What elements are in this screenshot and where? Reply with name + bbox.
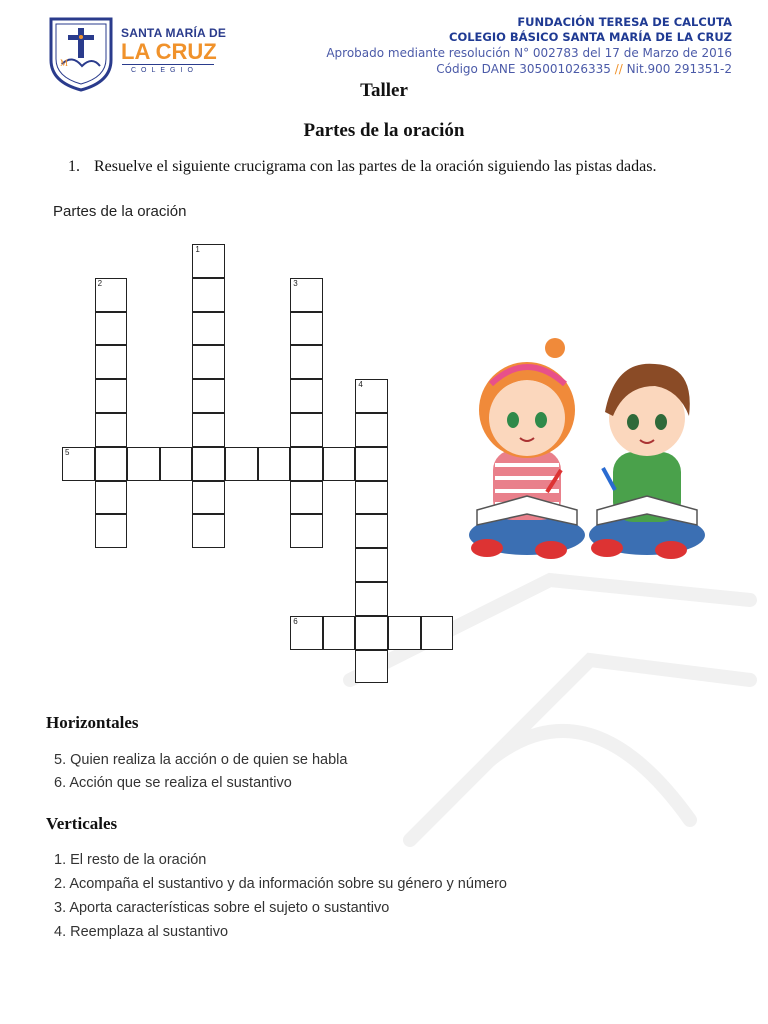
page-title: Taller	[360, 80, 408, 101]
instruction	[68, 158, 656, 176]
crossword-clue-number: 4	[358, 380, 363, 390]
header-school-name: COLEGIO BÁSICO SANTA MARÍA DE LA CRUZ	[449, 30, 732, 44]
horizontal-clue-5: 5. Quien realiza la acción o de quien se habla	[54, 752, 348, 768]
header-nit: Nit.900 291351-2	[626, 62, 732, 76]
logo-line-3: COLEGIO	[131, 67, 198, 74]
crossword-cell[interactable]	[95, 278, 128, 312]
crossword-cell[interactable]	[95, 345, 128, 379]
school-header	[326, 15, 732, 77]
crossword-cell[interactable]	[225, 447, 258, 481]
vertical-clue-4: 4. Reemplaza al sustantivo	[54, 924, 229, 940]
crossword-clue-number: 1	[195, 245, 200, 254]
girl-figure	[469, 338, 585, 559]
crossword-cell[interactable]	[192, 244, 225, 278]
vertical-clue-2: 2. Acompaña el sustantivo y da información sobre su género y número	[54, 876, 507, 892]
crossword-cell[interactable]	[95, 312, 128, 346]
logo-line-2: LA CRUZ	[121, 39, 217, 64]
crossword-cell[interactable]	[192, 278, 225, 312]
vertical-clue-3: 3. Aporta características sobre el sujeto o sustantivo	[54, 900, 390, 916]
header-codes	[326, 61, 732, 77]
crossword-cell[interactable]	[127, 447, 160, 481]
vertical-clues-title: Verticales	[46, 814, 118, 833]
header-separator: //	[614, 62, 623, 76]
crossword-cell[interactable]	[290, 312, 323, 346]
crossword-clue-number: 3	[293, 278, 298, 288]
instruction-number: 1.	[68, 158, 80, 175]
crossword-cell[interactable]	[323, 447, 356, 481]
header-foundation: FUNDACIÓN TERESA DE CALCUTA	[517, 15, 732, 29]
crossword-cell[interactable]	[192, 413, 225, 447]
crossword-cell[interactable]	[355, 514, 388, 548]
crossword-cell[interactable]	[290, 447, 323, 481]
children-reading-illustration	[465, 320, 715, 580]
crossword-cell[interactable]	[355, 413, 388, 447]
crossword-cell[interactable]	[192, 514, 225, 548]
crossword-cell[interactable]	[95, 379, 128, 413]
crossword-cell[interactable]	[355, 379, 388, 413]
crossword-cell[interactable]	[192, 379, 225, 413]
crossword-cell[interactable]	[95, 447, 128, 481]
crossword-clue-number: 5	[65, 447, 70, 457]
crossword-cell[interactable]	[290, 514, 323, 548]
crossword-cell[interactable]	[95, 514, 128, 548]
crossword-cell[interactable]	[290, 278, 323, 312]
logo-divider	[122, 64, 214, 65]
crossword-cell[interactable]	[258, 447, 291, 481]
horizontal-clues-title: Horizontales	[46, 713, 139, 732]
vertical-clue-1: 1. El resto de la oración	[54, 852, 207, 868]
crossword-cell[interactable]	[290, 413, 323, 447]
header-resolution: Aprobado mediante resolución N° 002783 del 17 de Marzo de 2016	[326, 46, 732, 60]
crossword-cell[interactable]	[160, 447, 193, 481]
crossword-cell[interactable]	[355, 447, 388, 481]
crossword-cell[interactable]	[192, 481, 225, 515]
svg-text:M: M	[60, 58, 69, 68]
instruction-text: Resuelve el siguiente crucigrama con las partes de la oración siguiendo las pistas dadas.	[94, 158, 657, 175]
crossword-cell[interactable]	[192, 312, 225, 346]
header-dane: Código DANE 305001026335	[436, 62, 611, 76]
school-logo-text	[121, 26, 226, 74]
crossword-cell[interactable]	[290, 345, 323, 379]
logo-line-1: SANTA MARÍA DE	[121, 26, 227, 40]
crossword-title: Partes de la oración	[53, 203, 187, 220]
crossword-clue-number: 6	[293, 616, 298, 626]
crossword-cell[interactable]	[290, 481, 323, 515]
crossword-cell[interactable]	[355, 481, 388, 515]
crossword-cell[interactable]	[192, 345, 225, 379]
horizontal-clue-6: 6. Acción que se realiza el sustantivo	[54, 775, 292, 791]
page-subtitle: Partes de la oración	[303, 120, 465, 141]
watermark-graphic	[290, 560, 760, 860]
crossword-cell[interactable]	[62, 447, 95, 481]
boy-figure	[589, 364, 705, 559]
crossword-cell[interactable]	[95, 481, 128, 515]
crossword-cell[interactable]	[290, 379, 323, 413]
crossword-clue-number: 2	[97, 278, 103, 288]
crossword-cell[interactable]	[192, 447, 225, 481]
crossword-cell[interactable]	[95, 413, 128, 447]
